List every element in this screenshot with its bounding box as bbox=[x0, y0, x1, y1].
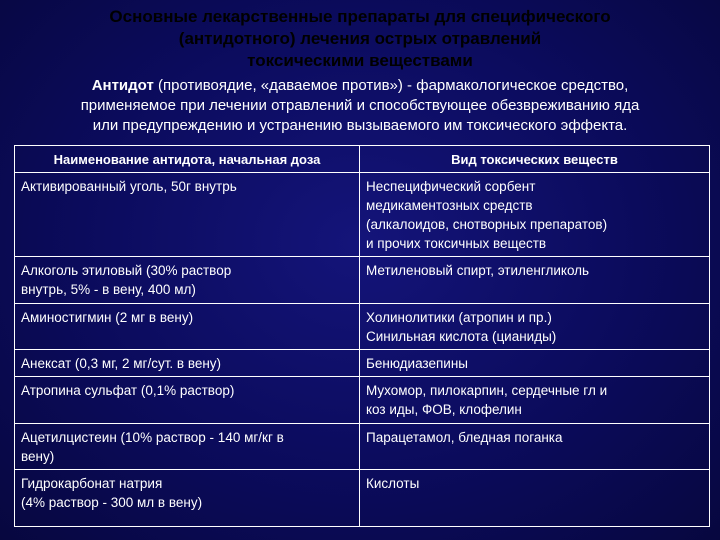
title-line-1: Основные лекарственные препараты для специфического bbox=[109, 7, 611, 26]
substances-cell: Бенюдиазепины bbox=[360, 350, 710, 377]
table-row bbox=[15, 173, 710, 257]
antidote-cell: Активированный уголь, 50г внутрь bbox=[15, 173, 360, 257]
column-header-antidote: Наименование антидота, начальная доза bbox=[15, 146, 360, 173]
table-row bbox=[15, 470, 710, 527]
antidote-definition bbox=[8, 76, 712, 136]
substances-cell: Парацетамол, бледная поганка bbox=[360, 424, 710, 470]
table-row bbox=[15, 424, 710, 470]
antidote-cell: Анексат (0,3 мг, 2 мг/сут. в вену) bbox=[15, 350, 360, 377]
antidotes-table bbox=[14, 145, 710, 527]
title-line-2: (антидотного) лечения острых отравлений bbox=[178, 29, 542, 48]
antidote-cell: Гидрокарбонат натрия (4% раствор - 300 мл в вену) bbox=[15, 470, 360, 527]
antidote-cell: Аминостигмин (2 мг в вену) bbox=[15, 304, 360, 350]
page-title bbox=[60, 6, 660, 72]
table-row bbox=[15, 257, 710, 304]
antidote-cell: Ацетилцистеин (10% раствор - 140 мг/кг в вену) bbox=[15, 424, 360, 470]
substances-cell: Холинолитики (атропин и пр.) Синильная кислота (цианиды) bbox=[360, 304, 710, 350]
definition-line-2: применяемое при лечении отравлений и способствующее обезвреживанию яда bbox=[80, 97, 640, 114]
title-line-3: токсическими веществами bbox=[247, 51, 473, 70]
substances-cell: Метиленовый спирт, этиленгликоль bbox=[360, 257, 710, 304]
table-row bbox=[15, 350, 710, 377]
substances-cell: Кислоты bbox=[360, 470, 710, 527]
table-row bbox=[15, 304, 710, 350]
antidote-cell: Атропина сульфат (0,1% раствор) bbox=[15, 377, 360, 424]
substances-cell: Неспецифический сорбент медикаментозных средств (алкалоидов, снотворных препаратов) и прочих токсичных веществ bbox=[360, 173, 710, 257]
table-header-row bbox=[15, 146, 710, 173]
definition-line-1-text: (противоядие, «даваемое против») - фармакологическое средство, bbox=[153, 77, 629, 94]
definition-line-1 bbox=[8, 76, 712, 96]
column-header-substances: Вид токсических веществ bbox=[360, 146, 710, 173]
definition-line-3: или предупреждению и устранению вызываемого им токсического эффекта. bbox=[92, 117, 628, 134]
antidote-cell: Алкоголь этиловый (30% раствор внутрь, 5% - в вену, 400 мл) bbox=[15, 257, 360, 304]
table-row bbox=[15, 377, 710, 424]
substances-cell: Мухомор, пилокарпин, сердечные гл и коз иды, ФОВ, клофелин bbox=[360, 377, 710, 424]
definition-term: Антидот bbox=[91, 77, 154, 94]
